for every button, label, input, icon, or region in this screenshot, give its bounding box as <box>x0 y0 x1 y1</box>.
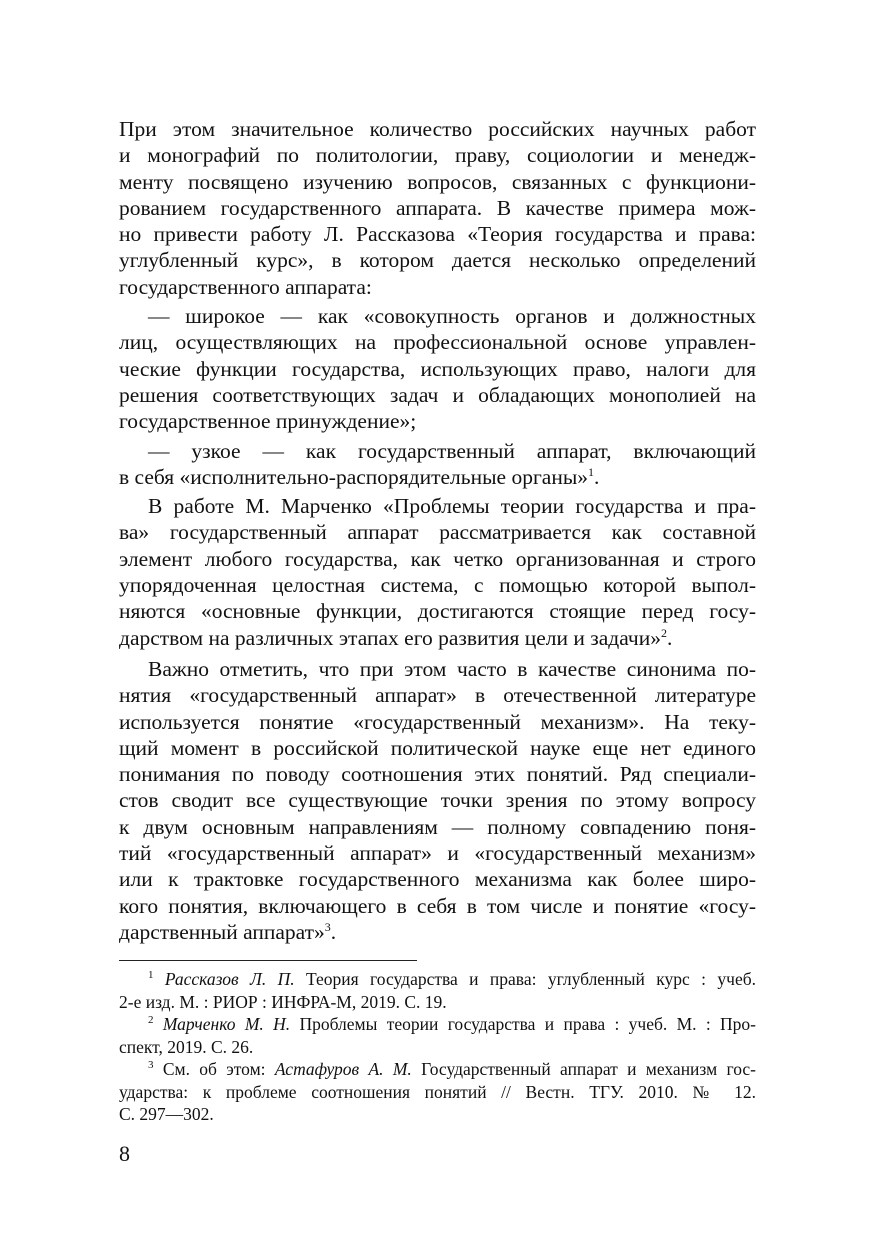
footnote-1 <box>119 968 756 991</box>
page-number: 8 <box>119 1141 130 1166</box>
footnote-author: Рассказов Л. П. <box>164 969 295 989</box>
period: . <box>330 919 337 944</box>
footnote-3-cont: С. 297—302. <box>119 1104 214 1124</box>
text-line: государственное принуждение»; <box>119 409 417 434</box>
text-line: няются «основные функции, достигаются стоящие перед госу- <box>119 599 756 624</box>
text-line: рованием государственного аппарата. В качестве примера мож- <box>119 195 756 220</box>
footnote-number: 2 <box>148 1014 154 1027</box>
footnote-ref-2[interactable]: 2 <box>660 625 667 640</box>
footnote-number: 1 <box>148 969 154 982</box>
text-line-content: дарством на различных этапах его развития цели и задачи» <box>119 625 661 650</box>
text-line: ва» государственный аппарат рассматривается как составной <box>119 520 756 545</box>
text-line-content: в себя «исполнительно-распорядительные органы» <box>119 464 589 489</box>
footnote-number: 3 <box>148 1059 154 1072</box>
text-line: щий момент в российской политической науке еще нет единого <box>119 735 756 760</box>
footnote-ref-3[interactable]: 3 <box>324 919 331 934</box>
main-text <box>119 116 756 945</box>
footnote-2 <box>119 1013 756 1036</box>
footnote-1-cont: 2-е изд. М. : РИОР : ИНФРА-М, 2019. С. 19. <box>119 991 447 1012</box>
text-line: В работе М. Марченко «Проблемы теории государства и пра- <box>148 494 756 519</box>
text-line: — узкое — как государственный аппарат, включающий <box>148 438 756 463</box>
footnote-2-cont: спект, 2019. С. 26. <box>119 1036 254 1057</box>
text-line: понимания по поводу соотношения этих понятий. Ряд специали- <box>119 762 756 787</box>
footnote-text: Теория государства и права: углубленный курс : учеб. <box>305 969 757 989</box>
text-line: ческие функции государства, использующих право, налоги для <box>119 356 756 381</box>
text-line: элемент любого государства, как четко организованная и строго <box>119 546 756 571</box>
text-line: кого понятия, включающего в себя в том числе и понятие «госу- <box>119 893 756 918</box>
text-line <box>119 625 756 651</box>
text-line: Важно отметить, что при этом часто в качестве синонима по- <box>148 656 756 681</box>
footnote-separator <box>119 960 417 961</box>
footnote-text: Проблемы теории государства и права : учеб. М. : Про- <box>299 1014 756 1034</box>
text-line: или к трактовке государственного механизма как более широ- <box>119 867 756 892</box>
text-line: к двум основным направлениям — полному совпадению поня- <box>119 814 756 839</box>
footnote-author: Астафуров А. М. <box>274 1059 412 1079</box>
text-line: лиц, осуществляющих на профессиональной основе управлен- <box>119 330 756 355</box>
text-line: но привести работу Л. Рассказова «Теория государства и права: <box>119 222 756 247</box>
period: . <box>594 464 600 489</box>
text-line: углубленный курс», в котором дается несколько определений <box>119 248 756 273</box>
text-line: При этом значительное количество российских научных работ <box>119 117 756 141</box>
text-line: нятия «государственный аппарат» в отечественной литературе <box>119 683 756 708</box>
footnote-author: Марченко М. Н. <box>162 1014 291 1034</box>
text-line: используется понятие «государственный механизм». На теку- <box>119 709 756 734</box>
footnote-3-cont: ударства: к проблеме соотношения понятий // Вестн. ТГУ. 2010. № 12. <box>119 1081 756 1102</box>
text-line: государственного аппарата: <box>119 274 372 299</box>
footnote-ref-1[interactable]: 1 <box>588 464 595 479</box>
text-line <box>119 919 756 945</box>
text-line: упорядоченная целостная система, с помощью которой выпол- <box>119 573 756 598</box>
footnote-text: Государственный аппарат и механизм гос- <box>421 1059 757 1079</box>
text-line: стов сводит все существующие точки зрения по этому вопросу <box>119 788 756 813</box>
footnote-prefix: См. об этом: <box>162 1059 266 1079</box>
text-line: решения соответствующих задач и обладающих монополией на <box>119 382 756 407</box>
footnote-3 <box>119 1058 756 1081</box>
text-line <box>119 464 756 490</box>
text-line: и монографий по политологии, праву, социологии и менедж- <box>119 143 756 168</box>
footnotes <box>119 968 756 1126</box>
text-line: тий «государственный аппарат» и «государственный механизм» <box>119 841 756 866</box>
text-line-content: дарственный аппарат» <box>119 919 325 944</box>
text-line: менту посвящено изучению вопросов, связанных с функциони- <box>119 169 756 194</box>
text-line: — широкое — как «совокупность органов и должностных <box>148 304 756 329</box>
period: . <box>666 625 673 650</box>
